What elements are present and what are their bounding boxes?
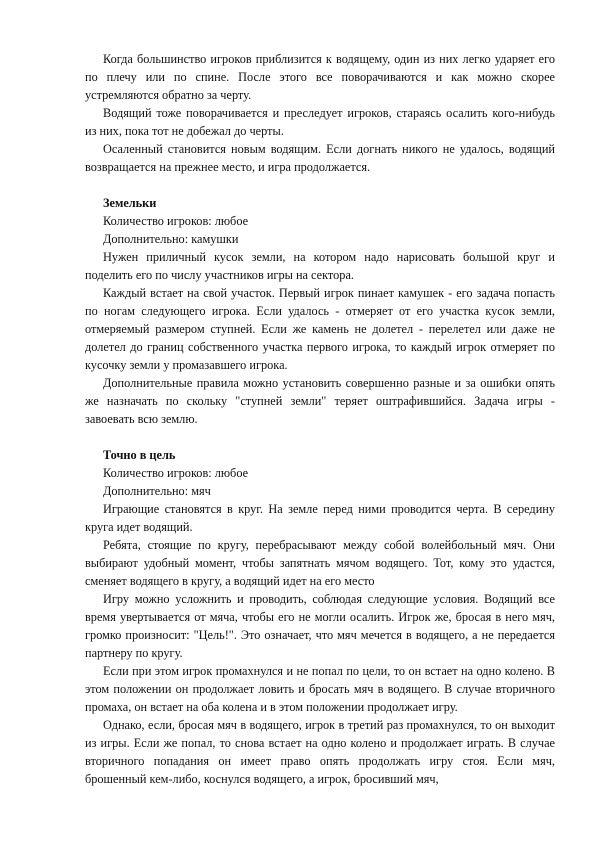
section-title-zemelki: Земельки	[103, 196, 157, 210]
tochno-paragraph-5: Однако, если, бросая мяч в водящего, игрок в третий раз промахнулся, то он выходит из игры. Если же попал, то снова встает на одно колено и продолжает играть. В случае вторичного попадания он имеет право опять продолжать игру стоя. Если мяч, брошенный кем-либо, коснулся водящего, а игрок, бросивший мяч,	[85, 718, 555, 786]
section-spacer	[85, 428, 555, 446]
intro-paragraph-1: Когда большинство игроков приблизится к водящему, один из них легко ударяет его по плечу или по спине. После этого все поворачиваются и как можно скорее устремляются обратно за черту.	[85, 52, 555, 102]
zemelki-players: Количество игроков: любое	[103, 214, 249, 228]
tochno-paragraph-3: Игру можно усложнить и проводить, соблюдая следующие условия. Водящий все время увертывается от мяча, чтобы его не могли осалить. Игрок же, бросая в него мяч, громко произносит: "Цель!". Это означает, что мяч мечется в водящего, а не передается партнеру по кругу.	[85, 592, 555, 660]
zemelki-paragraph-3: Дополнительные правила можно установить совершенно разные и за ошибки опять же назначать по скольку "ступней земли" теряет оштрафившийся. Задача игры - завоевать всю землю.	[85, 376, 555, 426]
tochno-players: Количество игроков: любое	[103, 466, 249, 480]
zemelki-paragraph-1: Нужен приличный кусок земли, на котором надо нарисовать большой круг и поделить его по числу участников игры на сектора.	[85, 250, 555, 282]
tochno-paragraph-1: Играющие становятся в круг. На земле перед ними проводится черта. В середину круга идет водящий.	[85, 502, 555, 534]
tochno-paragraph-4: Если при этом игрок промахнулся и не попал по цели, то он встает на одно колено. В этом положении он продолжает ловить и бросать мяч в водящего. В случае вторичного промаха, он встает на оба колена и в этом положении продолжает игру.	[85, 664, 555, 714]
tochno-extra: Дополнительно: мяч	[103, 484, 211, 498]
section-spacer	[85, 176, 555, 194]
document-body	[85, 50, 555, 788]
zemelki-paragraph-2: Каждый встает на свой участок. Первый игрок пинает камушек - его задача попасть по ногам следующего игрока. Если удалось - отмеряет от его участка кусок земли, отмеряемый размером ступней. Если же камень не долетел - перелетел или даже не долетел до границ собственного участка первого игрока, то каждый игрок отмеряет по кусочку земли у промазавшего игрока.	[85, 286, 555, 372]
section-title-tochno: Точно в цель	[103, 448, 176, 462]
zemelki-extra: Дополнительно: камушки	[103, 232, 239, 246]
tochno-paragraph-2: Ребята, стоящие по кругу, перебрасывают между собой волейбольный мяч. Они выбирают удобный момент, чтобы запятнать мячом водящего. Тот, кому это удастся, сменяет водящего в кругу, а водящий идет на его место	[85, 538, 555, 588]
intro-paragraph-2: Водящий тоже поворачивается и преследует игроков, стараясь осалить кого-нибудь из них, пока тот не добежал до черты.	[85, 106, 555, 138]
intro-paragraph-3: Осаленный становится новым водящим. Если догнать никого не удалось, водящий возвращается на прежнее место, и игра продолжается.	[85, 142, 555, 174]
